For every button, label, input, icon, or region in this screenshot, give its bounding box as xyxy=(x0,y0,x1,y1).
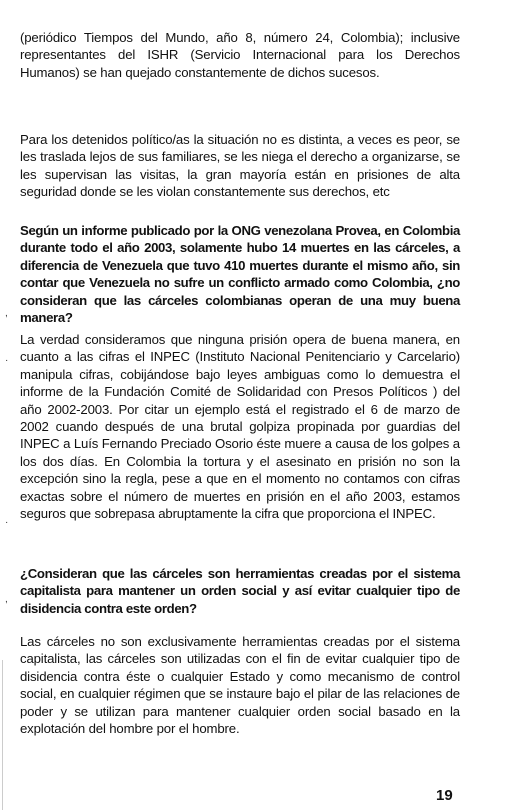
question-paragraph-1: Según un informe publicado por la ONG venezolana Provea, en Colombia durante todo el año 2003, solamente hubo 14 muertes en las cárceles, a diferencia de Venezuela que tuvo 410 muertes durante el mismo año, sin contar que Venezuela no sufre un conflicto armado como Colombia, ¿no consideran que las cárceles colombianas operan de una muy buena manera? xyxy=(20,223,460,326)
paragraph-3: La verdad consideramos que ninguna prisión opera de buena manera, en cuanto a las cifras el INPEC (Instituto Nacional Penitenciario y Carcelario) manipula cifras, cobijándose bajo leyes ambiguas como lo demuestra el informe de la Fundación Comité de Solidaridad con Presos Políticos ) del año 2002-2003. Por citar un ejemplo está el registrado el 6 de marzo de 2002 cuando después de una brutal golpiza propinada por guardias del INPEC a Luís Fernando Preciado Osorio éste muere a causa de los golpes a los dos días. En Colombia la tortura y el asesinato en prisión no son la excepción sino la regla, pese a que en el momento no contamos con cifras exactas sobre el número de muertes en prisión en el año 2003, estamos seguros que sobrepasa abruptamente la cifra que proporciona el INPEC. xyxy=(20,332,460,522)
paragraph-2: Para los detenidos político/as la situación no es distinta, a veces es peor, se les traslada lejos de sus familiares, se les niega el derecho a organizarse, se les supervisan las visitas, la gran mayoría están en prisiones de alta seguridad donde se les violan constantemente sus derechos, etc xyxy=(20,132,460,200)
margin-speck: , xyxy=(5,594,8,605)
margin-speck: · xyxy=(5,355,9,366)
paragraph-1: (periódico Tiempos del Mundo, año 8, número 24, Colombia); inclusive representantes del ISHR (Servicio Internacional para los Derechos Humanos) se han quejado constantemente de dichos sucesos. xyxy=(20,30,460,80)
margin-speck: · xyxy=(5,517,9,528)
paragraph-4: Las cárceles no son exclusivamente herramientas creadas por el sistema capitalista, las cárceles son utilizadas con el fin de evitar cualquier tipo de disidencia contra éste o cualquier Estado y como mecanismo de control social, en cualquier régimen que se instaure bajo el pilar de las relaciones de poder y se utilizan para mantener cualquier orden social basado en la explotación del hombre por el hombre. xyxy=(20,634,460,737)
scan-edge-line xyxy=(2,660,3,810)
page-number: 19 xyxy=(436,787,453,804)
margin-speck: , xyxy=(5,308,8,319)
question-paragraph-2: ¿Consideran que las cárceles son herramientas creadas por el sistema capitalista para mantener un orden social y así evitar cualquier tipo de disidencia contra este orden? xyxy=(20,566,460,616)
